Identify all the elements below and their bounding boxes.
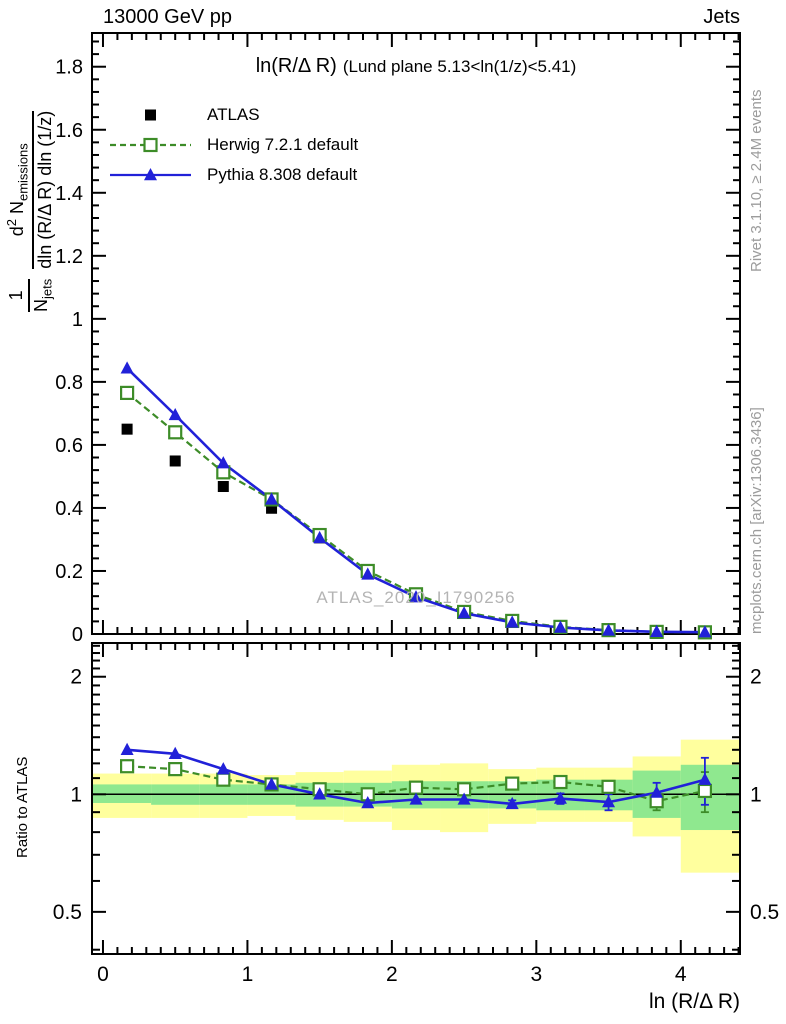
legend-label-herwig: Herwig 7.2.1 default	[207, 135, 359, 154]
legend-item-herwig	[108, 130, 358, 160]
tick-label: 2	[70, 665, 82, 689]
legend-item-atlas	[108, 100, 358, 130]
tick-label: 0	[71, 624, 83, 646]
main-y-axis-label	[4, 111, 56, 312]
mcplots-reference-note: mcplots.cern.ch [arXiv:1306.3436]	[748, 407, 765, 634]
tick-label: 3	[530, 963, 543, 986]
tick-label: 1.2	[55, 245, 83, 268]
legend-marker-atlas-icon	[108, 104, 193, 126]
tick-label: 2	[386, 963, 398, 986]
legend	[108, 100, 358, 190]
tick-label: 2	[750, 665, 762, 689]
plot-title-detail: (Lund plane 5.13<ln(1/z)<5.41)	[342, 57, 577, 76]
tick-label: 0.5	[52, 900, 82, 924]
legend-item-pythia	[108, 160, 358, 190]
tick-label: 0.4	[55, 497, 83, 520]
legend-label-atlas: ATLAS	[207, 105, 260, 124]
plot-title-main: ln(R/Δ R)	[255, 55, 337, 77]
fraction-bar	[28, 279, 30, 312]
ratio-y-axis-label: Ratio to ATLAS	[14, 756, 31, 858]
tick-label: 1.8	[55, 56, 83, 79]
legend-marker-herwig-icon	[108, 134, 193, 156]
legend-marker-pythia-icon	[108, 164, 193, 186]
y-label-fraction-2: $d^2$ $N_{emissions}$ dln (R/Δ R) dln (1/z)	[4, 110, 55, 269]
tick-label: 1	[241, 963, 254, 986]
tick-label: 0.2	[55, 560, 83, 583]
tick-label: 0.8	[55, 371, 83, 394]
tick-label: 1	[71, 308, 83, 331]
analysis-id-watermark: ATLAS_2020_I1790256	[316, 588, 516, 607]
tick-label: 4	[674, 963, 687, 986]
legend-label-pythia: Pythia 8.308 default	[207, 165, 358, 184]
collision-energy-label: 13000 GeV pp	[103, 6, 232, 28]
rivet-version-note: Rivet 3.1.10, ≥ 2.4M events	[748, 89, 765, 272]
tick-label: 0.5	[750, 900, 780, 924]
tick-label: 1.6	[55, 119, 83, 142]
plot-title	[92, 55, 740, 78]
tick-label: 1	[750, 783, 762, 807]
fraction-bar	[32, 111, 34, 269]
tick-label: 1	[70, 783, 82, 807]
x-axis-label: ln (R/Δ R)	[648, 990, 740, 1013]
tick-label: 1.4	[55, 182, 83, 205]
y-label-fraction-1: 1 $N_{jets}$	[5, 278, 55, 312]
tick-label: 0.6	[55, 434, 83, 457]
analysis-type-label: Jets	[703, 6, 740, 28]
tick-label: 0	[97, 963, 109, 986]
